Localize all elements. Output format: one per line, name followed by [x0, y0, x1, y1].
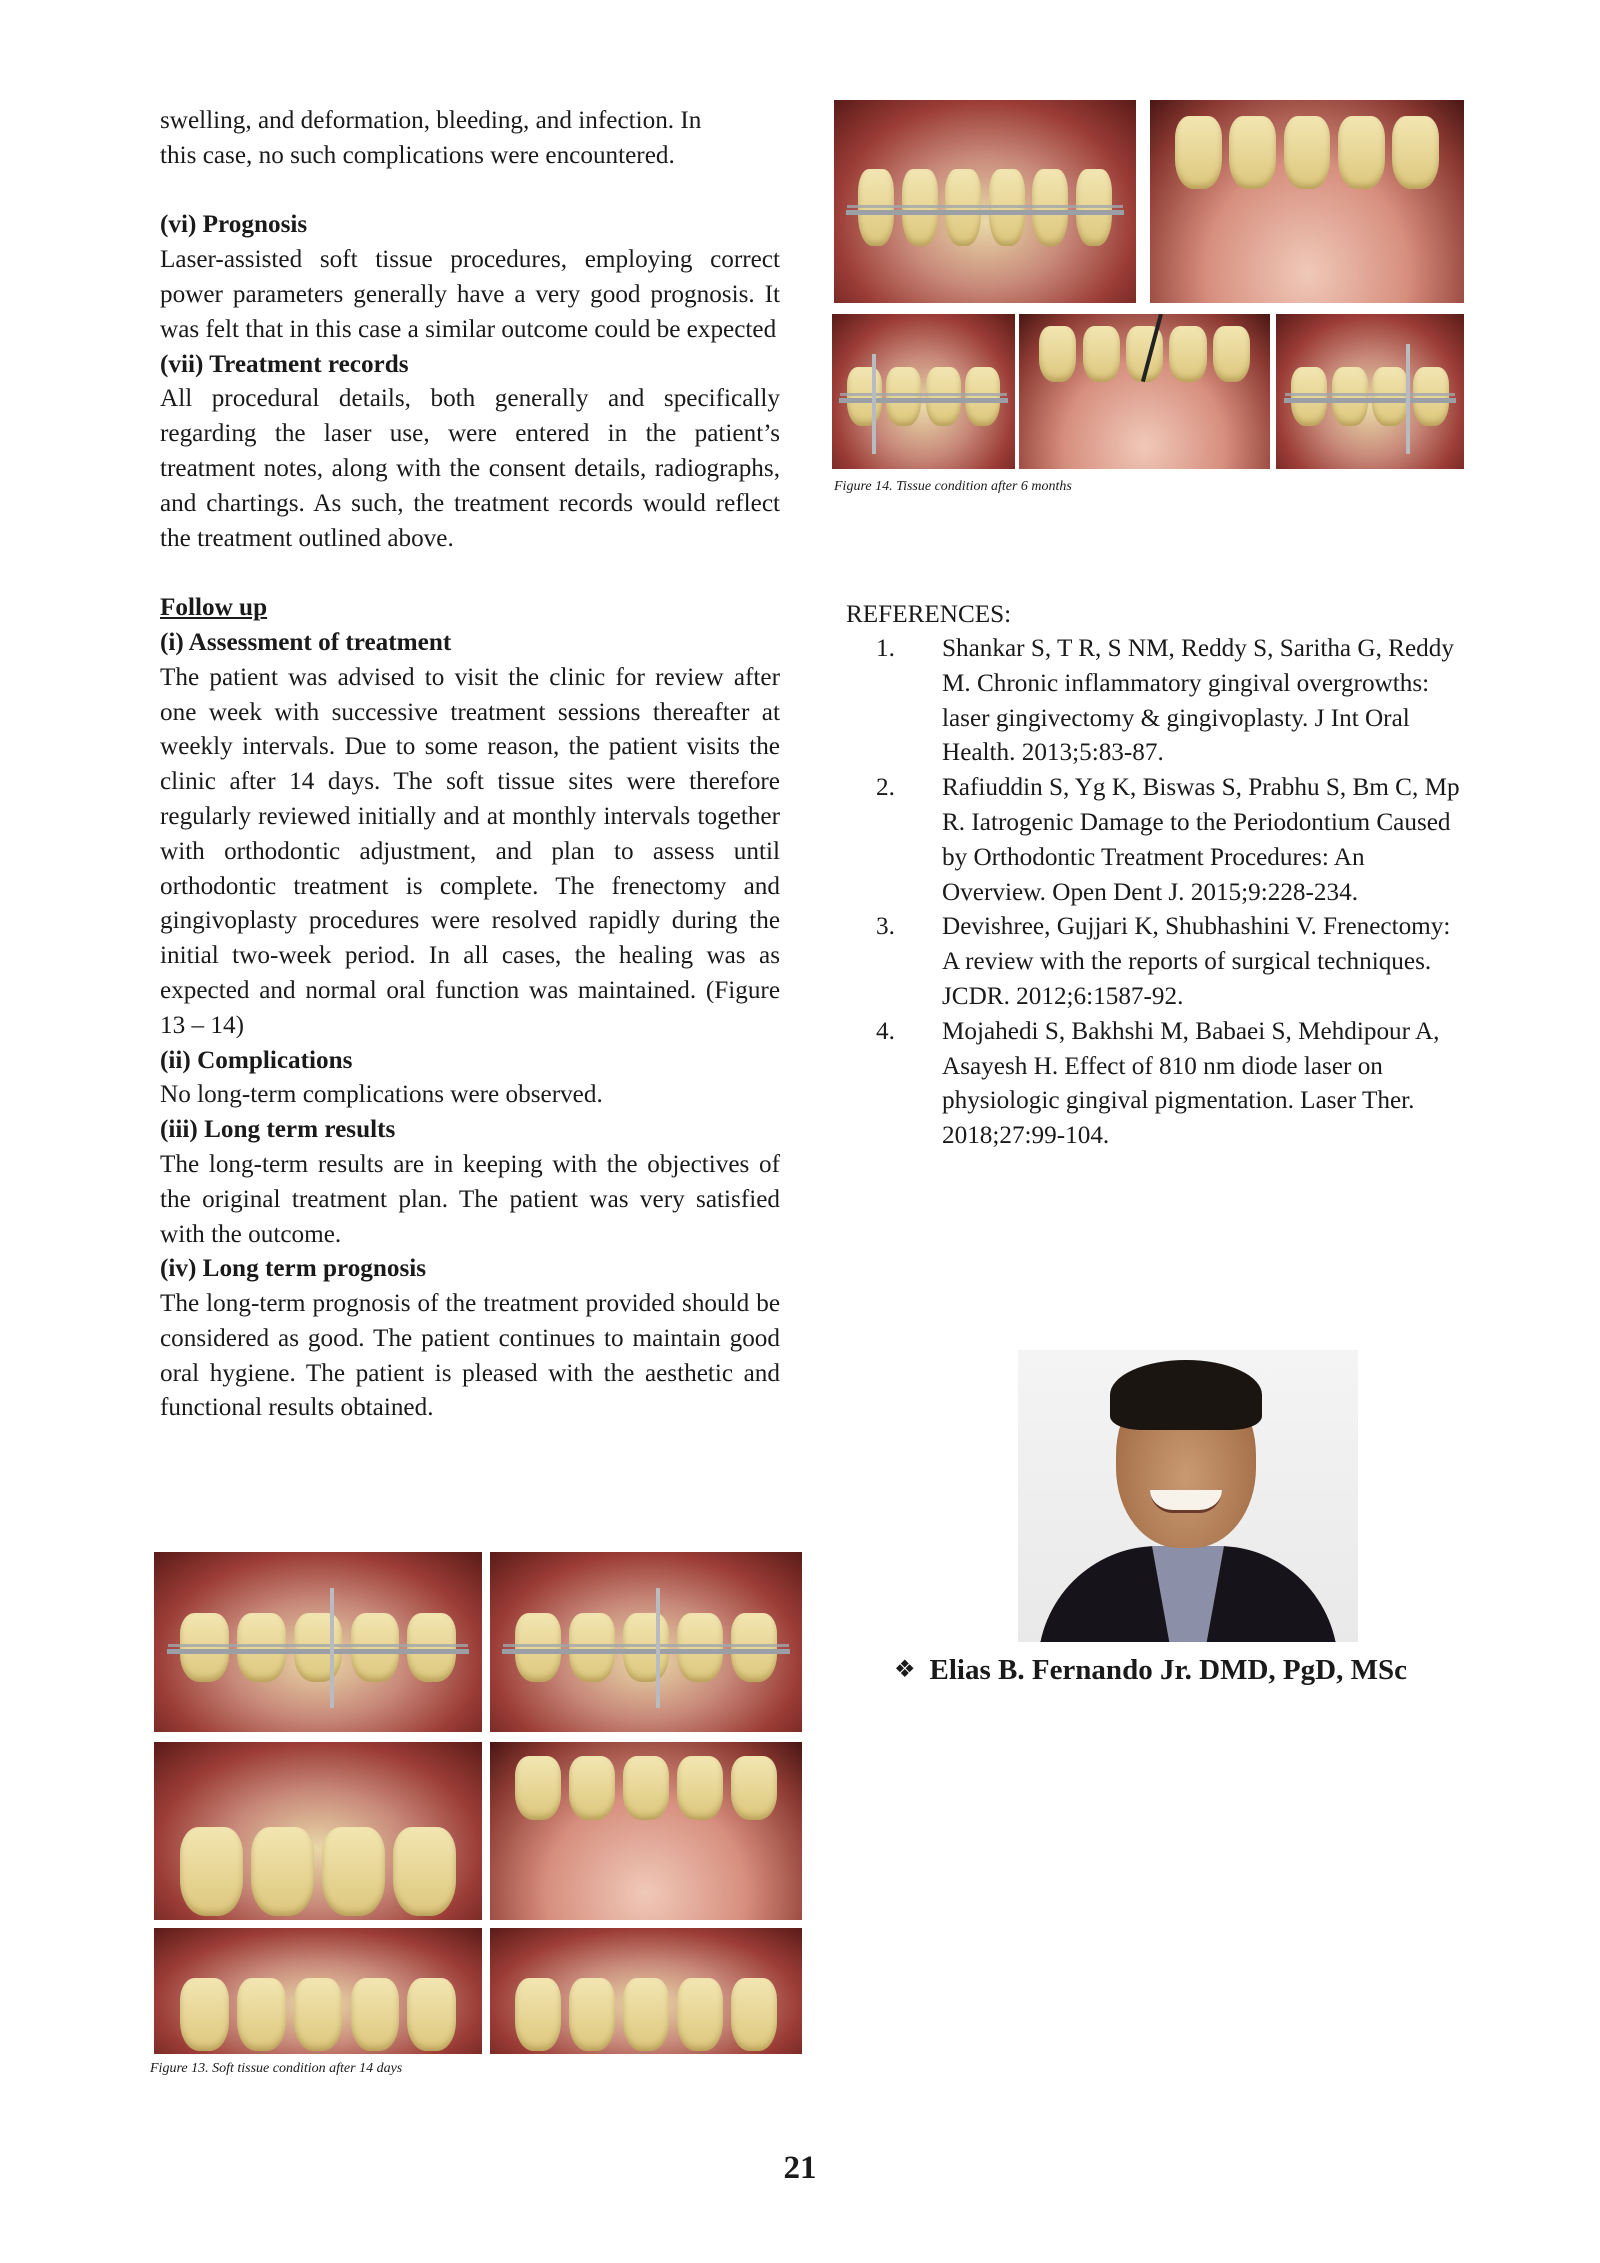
references-title: REFERENCES: [846, 601, 1012, 628]
reference-text: Shankar S, T R, S NM, Reddy S, Saritha G, Reddy M. Chronic inflammatory gingival overgrowths: laser gingivectomy & gingivoplasty. J Int Oral Health. 2013;5:83-87. [942, 635, 1454, 767]
reference-item [846, 632, 1466, 771]
results-text: The long-term results are in keeping with the objectives of the original treatment plan. The patient was very satisfied with the outcome. [160, 1150, 780, 1248]
fig14-photo-upper-arch [1150, 100, 1464, 303]
long-term-prognosis-heading: (iv) Long term prognosis [160, 1255, 427, 1283]
page-number: 21 [783, 2150, 817, 2186]
figure-13-caption: Figure 13. Soft tissue condition after 14 days [150, 2061, 403, 2076]
reference-text: Mojahedi S, Bakhshi M, Babaei S, Mehdipour A, Asayesh H. Effect of 810 nm diode laser on physiologic gingival pigmentation. Laser Ther. 2018;27:99-104. [942, 1017, 1440, 1150]
followup-heading: Follow up [160, 594, 268, 622]
assessment-text: The patient was advised to visit the clinic for review after one week with successive treatment sessions thereafter at weekly intervals. Due to some reason, the patient visits the clinic after 14 days. The soft tissue sites were therefore regularly reviewed initially and at monthly intervals together with orthodontic adjustment, and plan to assess until orthodontic treatment is complete. The frenectomy and gingivoplasty procedures were resolved rapidly during the initial two-week period. In all cases, the healing was as expected and normal oral function was maintained. (Figure 13 – 14) [160, 663, 780, 1039]
reference-number: 2. [876, 774, 895, 802]
reference-text: Devishree, Gujjari K, Shubhashini V. Frenectomy: A review with the reports of surgical techniques. JCDR. 2012;6:1587-92. [942, 913, 1451, 1010]
left-column [160, 104, 780, 1426]
complications-text: No long-term complications were observed. [160, 1081, 603, 1109]
intro-line-2: this case, no such complications were encountered. [160, 141, 675, 169]
references-list [846, 632, 1466, 1154]
fig13-photo-frenum [154, 1742, 482, 1920]
diamond-bullet-icon: ❖ [894, 1657, 916, 1683]
figure-14-caption: Figure 14. Tissue condition after 6 months [834, 479, 1072, 494]
reference-number: 1. [876, 635, 895, 662]
fig13-photo-front-1 [154, 1928, 482, 2054]
author-portrait [1018, 1350, 1358, 1642]
author-line [894, 1652, 1407, 1688]
reference-item [846, 771, 1466, 910]
fig13-photo-front-2 [490, 1928, 802, 2054]
intro-line-1: swelling, and deformation, bleeding, and infection. In [160, 107, 702, 134]
records-heading: (vii) Treatment records [160, 350, 409, 378]
fig13-photo-probe-1 [154, 1552, 482, 1732]
reference-text: Rafiuddin S, Yg K, Biswas S, Prabhu S, Bm C, Mp R. Iatrogenic Damage to the Periodontium Caused by Orthodontic Treatment Procedures: An Overview. Open Dent J. 2015;9:228-234. [942, 774, 1460, 906]
prognosis-heading: (vi) Prognosis [160, 211, 308, 239]
prognosis-text: Laser-assisted soft tissue procedures, employing correct power parameters generally have a very good prognosis. It was felt that in this case a similar outcome could be expected [160, 246, 780, 343]
reference-number: 4. [876, 1017, 895, 1045]
assessment-heading: (i) Assessment of treatment [160, 628, 452, 656]
complications-heading: (ii) Complications [160, 1046, 353, 1074]
records-text: All procedural details, both generally and specifically regarding the laser use, were entered in the patient’s treatment notes, along with the consent details, radiographs, and chartings. As such, the treatment records would reflect the treatment outlined above. [160, 385, 780, 552]
fig14-photo-probe-left [832, 314, 1015, 469]
fig13-photo-arch [490, 1742, 802, 1920]
fig14-photo-probe-arch [1019, 314, 1270, 469]
reference-number: 3. [876, 913, 895, 941]
results-heading: (iii) Long term results [160, 1116, 396, 1144]
reference-item [846, 1015, 1466, 1154]
author-name: Elias B. Fernando Jr. DMD, PgD, MSc [929, 1654, 1407, 1686]
fig13-photo-probe-2 [490, 1552, 802, 1732]
long-term-prognosis-text: The long-term prognosis of the treatment provided should be considered as good. The patient continues to maintain good oral hygiene. The patient is pleased with the aesthetic and functional results obtained. [160, 1290, 780, 1422]
fig14-photo-probe-right [1276, 314, 1464, 469]
reference-item [846, 910, 1466, 1014]
fig14-photo-front-braces [834, 100, 1136, 303]
